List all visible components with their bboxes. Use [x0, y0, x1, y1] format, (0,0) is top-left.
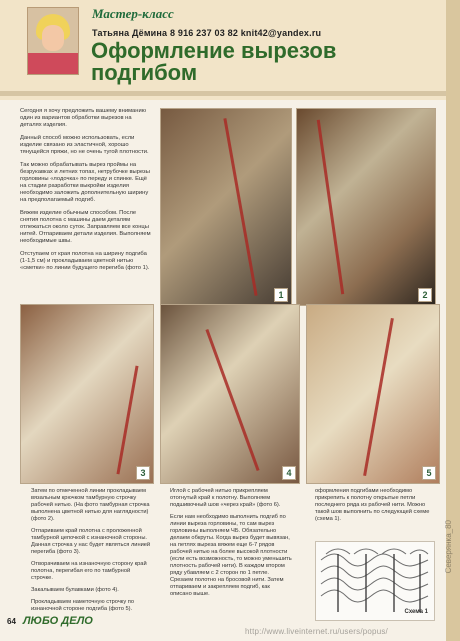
photo-4 — [160, 304, 300, 484]
page-number: 64 — [7, 617, 16, 626]
title-line-1: Оформление вырезов — [91, 38, 337, 63]
text-column-2 — [170, 488, 292, 603]
title-line-2: подгибом — [91, 60, 198, 85]
photo-number: 4 — [282, 466, 296, 480]
photo-2-stitch — [317, 120, 344, 295]
watermark-url: http://www.liveinternet.ru/users/popus/ — [245, 627, 388, 636]
author-info: Татьяна Дёмина 8 916 237 03 82 knit42@yandex.ru — [92, 28, 322, 38]
watermark-vertical: Северянка_80 — [444, 520, 453, 574]
caption-paragraph: Закалываем булавками (фото 4). — [31, 587, 119, 593]
scheme-label: Схема 1 — [404, 609, 428, 615]
page-title — [91, 40, 451, 84]
intro-paragraph: Данный способ можно использовать, если изделие связано из эластичной, хорошо тянущейся пряжи, но не очень тугой плотности. — [20, 135, 149, 155]
caption-paragraph: Отпариваем край полотна с проложенной тамбурной цепочкой с изнаночной стороны. Данная строчка у нас будет являться линией перегиба (фото 3). — [31, 528, 151, 555]
photo-2 — [296, 108, 436, 306]
author-photo-face — [42, 25, 64, 51]
photo-1-stitch — [223, 118, 257, 296]
photo-number: 3 — [136, 466, 150, 480]
author-photo-shirt — [28, 53, 78, 74]
intro-paragraph: Вяжем изделие обычным способом. После снятия полотна с машины даем деталям отлежаться около суток. Заправляем все концы нитей. Отпариваем детали изделия. Выполняем необходимые швы. — [20, 210, 151, 244]
caption-paragraph: Иглой с рабочей нитью прикрепляем отогнутый край к полотну. Выполняем подшивочный шов «через край» (фото 6). — [170, 488, 281, 508]
caption-paragraph: Прокладываем наметочную строчку по изнаночной стороне подгиба (фото 5). — [31, 599, 135, 612]
intro-text — [20, 108, 152, 278]
magazine-logo: ЛЮБО ДЕЛО — [23, 615, 93, 627]
photo-number: 2 — [418, 288, 432, 302]
photo-3-stitch — [116, 366, 138, 475]
photo-number: 1 — [274, 288, 288, 302]
section-label: Мастер-класс — [92, 6, 174, 21]
caption-paragraph: оформления подгибами необходимо прикрепить к полотну открытые петли последнего ряда из рабочей нити. Можно такой шов выполнить по следующей схеме (схема 1). — [315, 488, 430, 522]
photo-1 — [160, 108, 292, 306]
caption-paragraph: Если нам необходимо выполнить подгиб по линии выреза горловины, то сам вырез горловины выполняем ЧБ. Обязательно делаем обкруты. Когда вырез будет вывязан, на петлях выреза вяжем еще 6-7 рядов рабочей нитью на более высокой плотности (если есть возможность, то можно уменьшить плотность рабочей нити). В каждом втором ряду убавляем с 2 сторон по 1 петле. Срезаем полотно на бросовой нити. Затем отпариваем и закрепляем подгиб, как описано выше. — [170, 514, 292, 597]
caption-paragraph: Затем по отмеченной линии прокладываем вязальным крючком тамбурную строчку рабочей нитью. (На фото тамбурная строчка выполнена цветной нитью для наглядности) (фото 2). — [31, 488, 150, 522]
scheme-diagram — [315, 541, 435, 621]
title-underline — [0, 91, 460, 96]
text-column-1 — [31, 488, 152, 618]
photo-3 — [20, 304, 154, 484]
author-photo — [27, 7, 79, 75]
photo-4-stitch — [205, 329, 259, 471]
caption-paragraph: Отворачиваем на изнаночную сторону край полотна, перегибая его по тамбурной строчке. — [31, 561, 147, 581]
intro-paragraph: Сегодня я хочу предложить вашему вниманию один из вариантов обработки вырезов на деталях изделия. — [20, 108, 147, 128]
photo-5 — [306, 304, 440, 484]
text-column-3 — [315, 488, 437, 528]
intro-paragraph: Отступаем от края полотна на ширину подгиба (1-1,5 см) и прокладываем цветной нитью «сметки» по линии будущего перегиба (фото 1). — [20, 251, 150, 271]
photo-5-stitch — [363, 318, 394, 476]
intro-paragraph: Так можно обрабатывать вырез проймы на безрукавках и летних топах, нетрубочке вырезы горловины «лодочка» по переду и спинке. Ещё на стадии разработки выкройки изделия необходимо заложить дополнительную ширину на предполагаемый подгиб. — [20, 162, 150, 203]
photo-number: 5 — [422, 466, 436, 480]
